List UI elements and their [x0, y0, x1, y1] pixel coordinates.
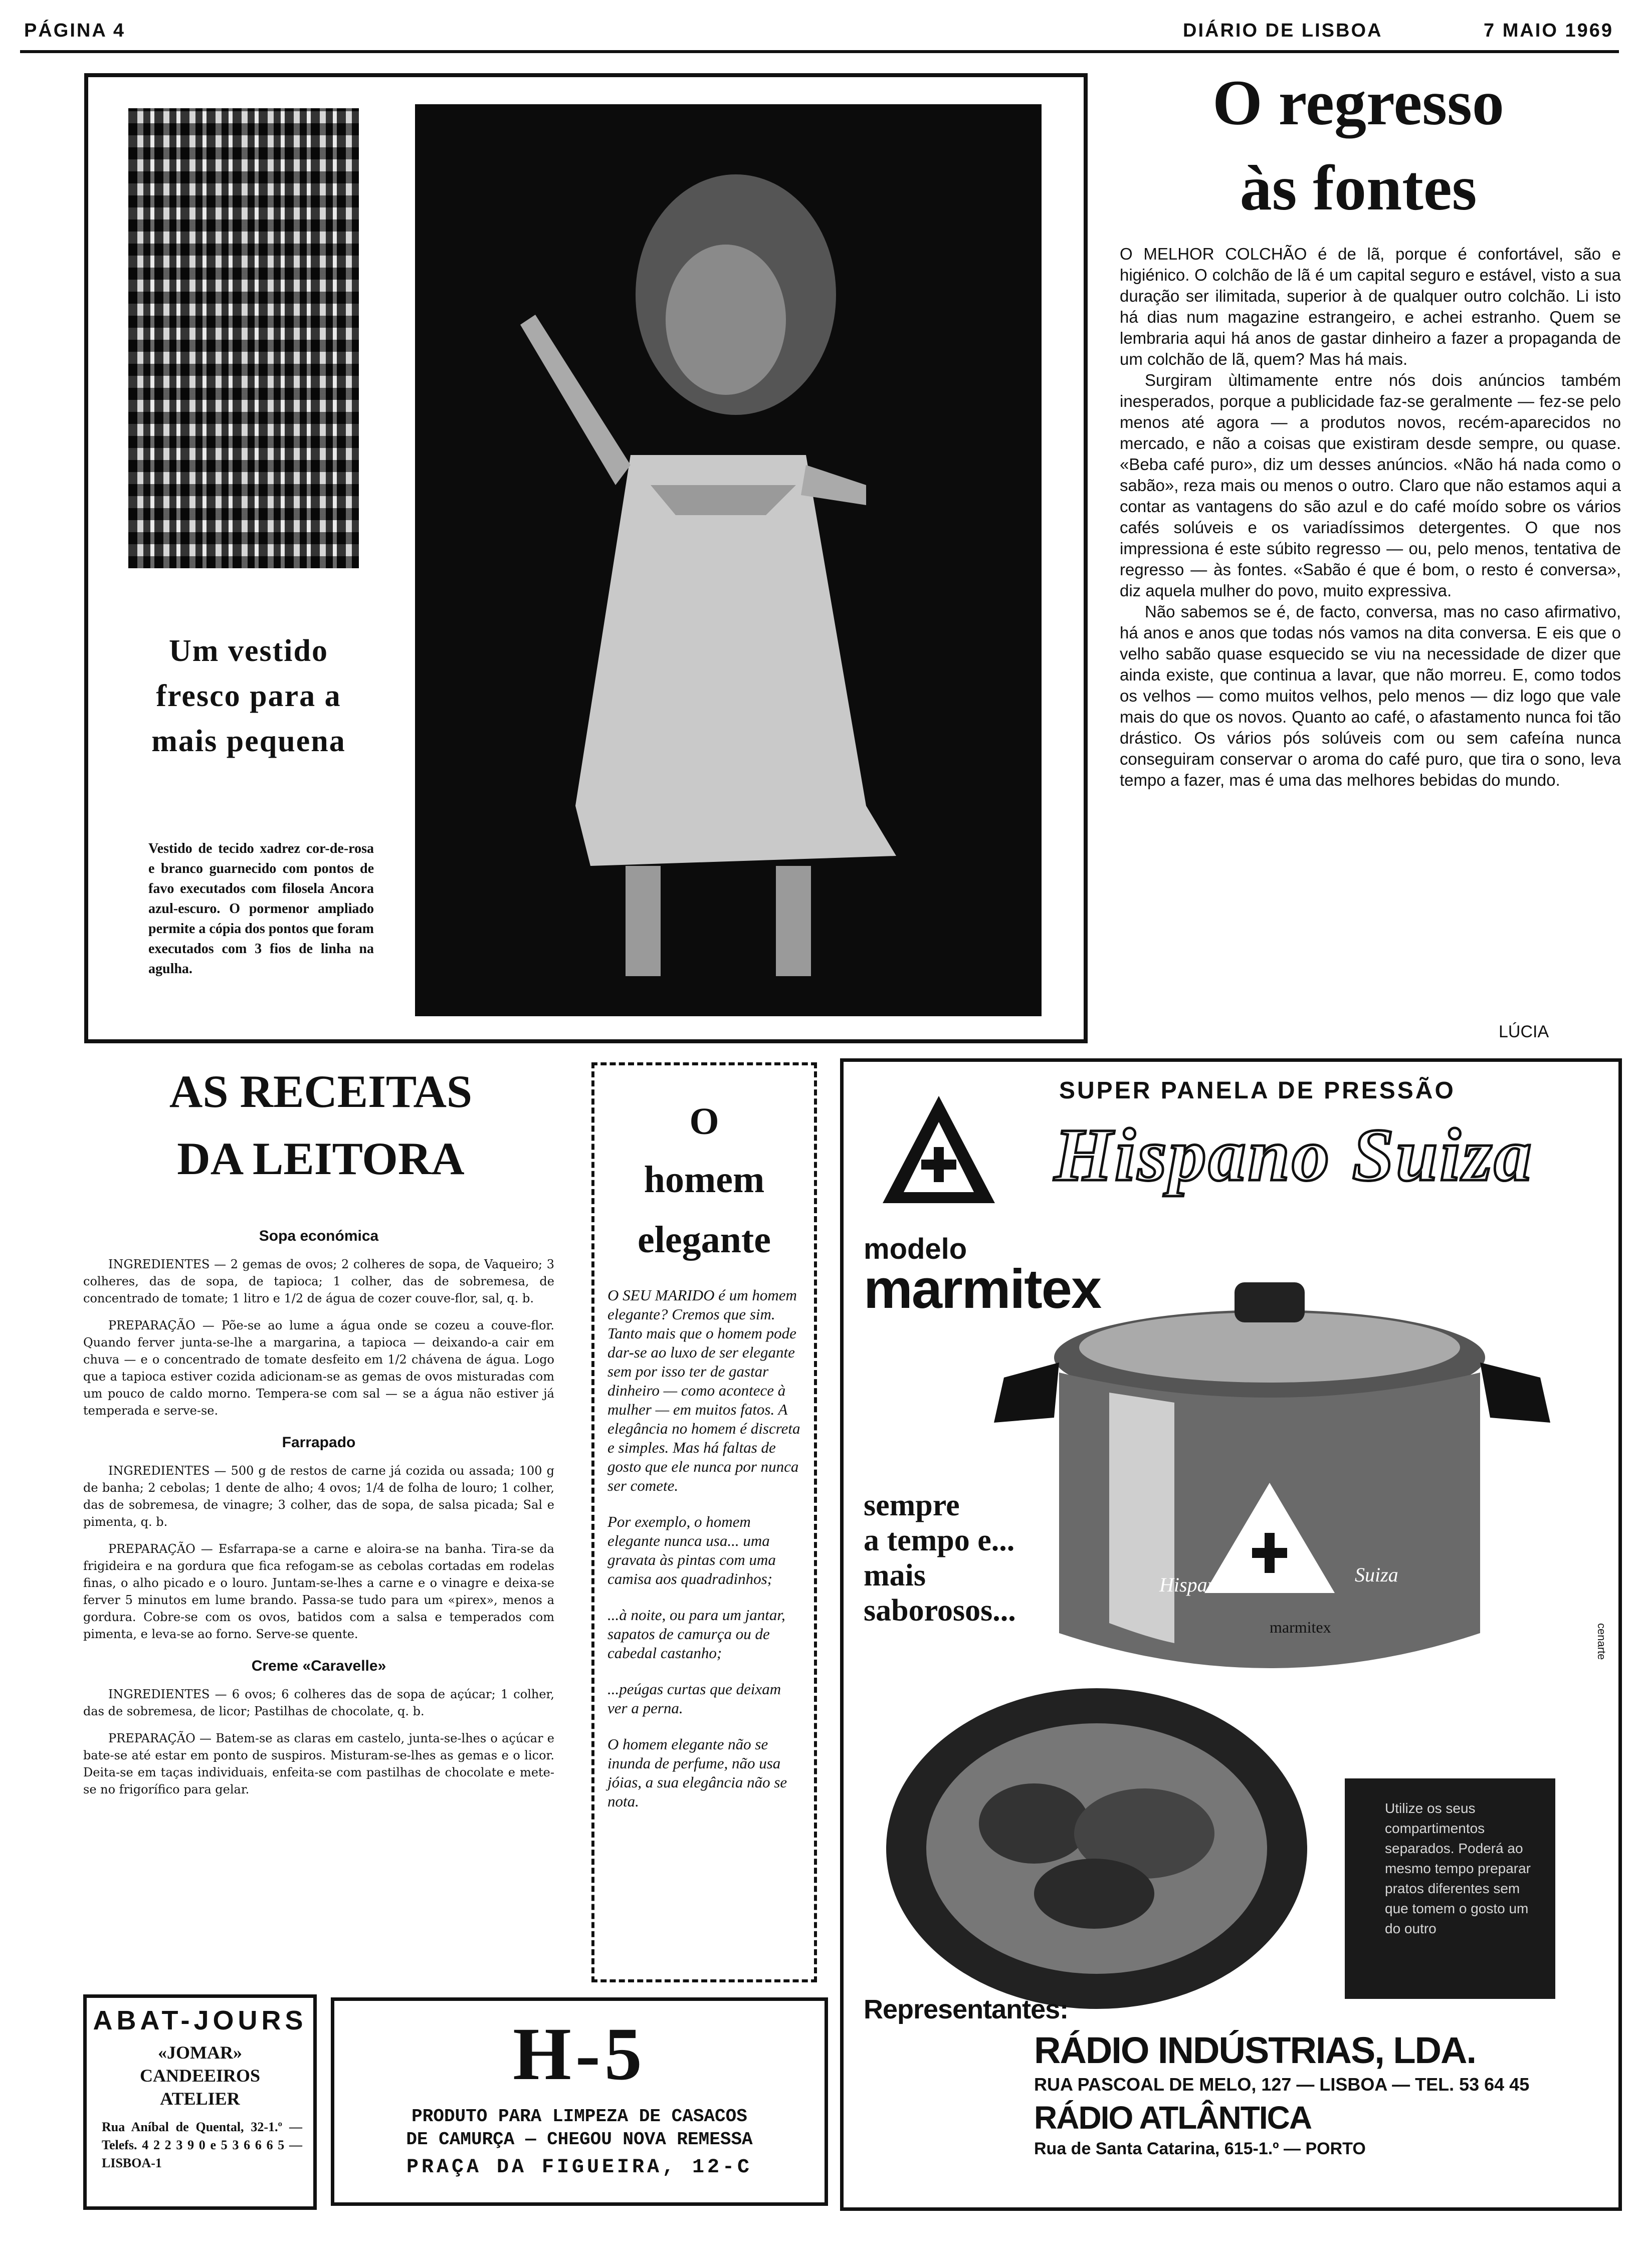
recipes-title-line2: DA LEITORA: [177, 1133, 465, 1184]
article-title-line2: às fontes: [1240, 152, 1477, 223]
h5-line2: DE CAMURÇA — CHEGOU NOVA REMESSA: [406, 2129, 753, 2150]
pot-label-marmitex: marmitex: [1270, 1618, 1331, 1636]
brand-script: Hispano Suiza: [1054, 1113, 1534, 1197]
abat-line1: ABAT-JOURS: [93, 2005, 307, 2035]
homem-paragraph: O SEU MARIDO é um homem elegante? Cremos que sim. Tanto mais que o homem pode dar-se ao luxo de ser elegante sem por isso ter de gastar dinheiro — como acontece à mulher — em muitos fatos. A elegância no homem é discreta e simples. Mas há faltas de gosto que ele nunca por nunca ser comete.: [607, 1286, 800, 1494]
abat-line4: ATELIER: [160, 2089, 240, 2109]
ad-side-note: Utilize os seus compartimentos separados. Poderá ao mesmo tempo preparar pratos diferentes sem que tomem o gosto um do outro: [1385, 1800, 1531, 1936]
embroidery-detail-photo: [128, 108, 359, 568]
issue-date: 7 MAIO 1969: [1484, 20, 1613, 41]
article-paragraph: Surgiram ùltimamente entre nós dois anúncios também inesperados, porque a publicidade faz-se geralmente — fez-se pelo menos até agora — a produtos novos, recém-aparecidos no mercado, e não a coisas que existiram desde sempre, ou quase. «Beba café puro», diz um desses anúncios. «Não há nada como o sabão», reza mais ou menos o outro. Claro que não estamos aqui a contar as vantagens do são azul e do café moído sobre os vários cafés solúveis e os variadíssimos detergentes. O que nos impressiona é este súbito regresso — ou, pelo menos, tentativa de regresso — às fontes. «Sabão é que é bom, o resto é conversa», diz aquela mulher do povo, muito expressiva.: [1120, 371, 1621, 600]
h5-line3: PRAÇA DA FIGUEIRA, 12-C: [406, 2156, 753, 2179]
fashion-title: Um vestido fresco para a mais pequena: [151, 634, 346, 758]
representantes-label: Representantes:: [864, 1994, 1069, 2024]
food-plate-photo: [884, 1683, 1310, 2016]
triangle-cross-icon: [879, 1092, 999, 1207]
fashion-caption: Vestido de tecido xadrez cor-de-rosa e branco guarnecido com pontos de favo executados com filosela Ancora azul-escuro. O pormenor ampliado permite a cópia dos pontos que foram executados com 3 fios de linha na agulha.: [148, 841, 374, 977]
newspaper-name: DIÁRIO DE LISBOA: [1183, 20, 1383, 41]
recipe-ingredients: INGREDIENTES — 2 gemas de ovos; 2 colheres de sopa, de Vaqueiro; 3 colheres, das de sopa, de tapioca; 1 colher, das de sobremesa, de concentrado de tomate; 1 litro e 1/2 de água de cozer couve-flor, sal, q. b.: [83, 1257, 554, 1305]
article-author: LÚCIA: [1499, 1022, 1549, 1041]
child-illustration: [415, 104, 1042, 1016]
page-number: PÁGINA 4: [24, 20, 126, 41]
homem-body: [607, 1286, 802, 1828]
article-body: [1120, 244, 1621, 791]
homem-title-line3: elegante: [638, 1219, 771, 1261]
homem-paragraph: ...à noite, ou para um jantar, sapatos de camurça ou de cabedal castanho;: [607, 1606, 785, 1662]
recipe-ingredients: INGREDIENTES — 6 ovos; 6 colheres das de sopa de açúcar; 1 colher, das de sobremesa, de licor; Pastilhas de chocolate, q. b.: [83, 1687, 554, 1718]
recipes-title-line1: AS RECEITAS: [169, 1066, 473, 1117]
recipe-preparation: PREPARAÇÃO — Batem-se as claras em castelo, junta-se-lhes o açúcar e bate-se até estar em ponto de suspiros. Misturam-se-lhes as gemas e o licor. Deita-se em taças individuais, enfeita-se com pastilhas de chocolate e mete-se no frigorífico para gelar.: [83, 1731, 554, 1796]
company-2: RÁDIO ATLÂNTICA: [1034, 2100, 1312, 2136]
pot-label-hispano: Hispano: [1159, 1573, 1227, 1596]
model-label: modelo: [864, 1233, 967, 1265]
food-plate-icon: [884, 1683, 1310, 2014]
abat-address: Rua Aníbal de Quental, 32-1.º — Telefs. 4 2 2 3 9 0 e 5 3 6 6 6 5 — LISBOA-1: [102, 2120, 302, 2170]
h5-ad: [331, 1997, 828, 2206]
homem-title-line2: homem: [644, 1159, 765, 1201]
article-title-line1: O regresso: [1212, 67, 1504, 138]
recipe-preparation: PREPARAÇÃO — Esfarrapa-se a carne e aloira-se na banha. Tira-se da frigideira e na gordura que fica refogam-se as cebolas cortadas em rodelas finas, o alho picado e o louro. Juntam-se-lhes a carne e o vinagre e deixa-se ferver 5 minutos em lume brando. Passa-se tudo para um «pirex», menos a gordura. Cobre-se com os ovos, batidos com a salsa e temperados com pimenta, e leva-se ao forno. Serve-se quente.: [83, 1542, 554, 1641]
homem-title-line1: O: [689, 1100, 719, 1143]
pot-label-suiza: Suiza: [1355, 1563, 1398, 1586]
hispano-suiza-ad: [840, 1058, 1622, 2211]
article-paragraph: Não sabemos se é, de facto, conversa, mas no caso afirmativo, há anos e anos que todas nós vamos na dita conversa. E eis que o velho sabão quase esquecido se viu na necessidade de dizer que ainda existe, que continua a lavar, que não morreu. E, como todos os velhos — como muitos velhos, pelo menos — diz logo que vale mais do que os novos. Quanto ao café, o afastamento nunca foi tão drástico. Os vários pós solúveis com ou sem cafeína nunca conseguiram conservar o aroma do café puro, que tira o sono, leva tempo a fazer, mas é uma das melhores bebidas do mundo.: [1120, 602, 1621, 789]
ad-credit: cenarte: [1595, 1623, 1608, 1660]
homem-paragraph: ...peúgas curtas que deixam ver a perna.: [607, 1680, 781, 1717]
recipe-name: Creme «Caravelle»: [251, 1658, 386, 1674]
recipe-name: Sopa económica: [259, 1228, 379, 1244]
abat-line2: «JOMAR»: [158, 2043, 242, 2063]
article-paragraph: O MELHOR COLCHÃO é de lã, porque é confortável, são e higiénico. O colchão de lã é um capital seguro e estável, visto a sua duração ser ilimitada, superior à de qualquer outro colchão. Li isto há dias num magazine estrangeiro, e achei estranho. Quem se lembraria aqui há anos de gastar dinheiro a fazer a propaganda de um colchão de lã, quem? Mas há mais.: [1120, 245, 1621, 368]
recipes-body: [83, 1213, 554, 1808]
abat-jours-ad: [83, 1994, 317, 2210]
slogan-line: sempre: [864, 1488, 960, 1522]
company-1: RÁDIO INDÚSTRIAS, LDA.: [1034, 2029, 1476, 2071]
h5-line1: PRODUTO PARA LIMPEZA DE CASACOS: [412, 2106, 747, 2127]
child-dress-photo: [415, 104, 1042, 1016]
recipe-name: Farrapado: [282, 1434, 356, 1451]
h5-title: H-5: [513, 2012, 646, 2096]
company-1-address: RUA PASCOAL DE MELO, 127 — LISBOA — TEL. 53 64 45: [1034, 2074, 1530, 2095]
header-rule: [20, 50, 1619, 53]
slogan-line: a tempo e...: [864, 1523, 1015, 1557]
triangle-logo: [879, 1092, 999, 1210]
slogan-line: mais: [864, 1558, 926, 1593]
abat-line3: CANDEEIROS: [139, 2066, 261, 2086]
homem-elegante-box: [591, 1062, 817, 1982]
homem-paragraph: O homem elegante não se inunda de perfume, não usa jóias, a sua elegância não se nota.: [607, 1735, 787, 1810]
model-name: marmitex: [864, 1258, 1101, 1320]
recipe-ingredients: INGREDIENTES — 500 g de restos de carne já cozida ou assada; 100 g de banha; 2 cebolas; 1 dente de alho; 4 ovos; 1/4 de folha de louro; 1 colher, das de sobremesa, de vinagre; 3 colher, das de sopa, de salsa picada; Sal e pimenta, q. b.: [83, 1464, 554, 1529]
slogan-line: saborosos...: [864, 1594, 1016, 1628]
ad-top-line: SUPER PANELA DE PRESSÃO: [1059, 1077, 1456, 1104]
fashion-box: [84, 73, 1088, 1043]
company-2-address: Rua de Santa Catarina, 615-1.º — PORTO: [1034, 2139, 1366, 2158]
homem-paragraph: Por exemplo, o homem elegante nunca usa... uma gravata às pintas com uma camisa aos quadradinhos;: [607, 1513, 776, 1587]
recipe-preparation: PREPARAÇÃO — Põe-se ao lume a água onde se cozeu a couve-flor. Quando ferver junta-se-lhe a margarina, a tapioca — deixando-a cair em chuva — e o concentrado de tomate desfeito em 1/2 chávena de água. Logo que a tapioca estiver cozida adicionam-se as gemas de ovos misturadas com um pouco de caldo morno. Tempera-se com sal — se a água não estiver já temperada e serve-se.: [83, 1318, 554, 1418]
